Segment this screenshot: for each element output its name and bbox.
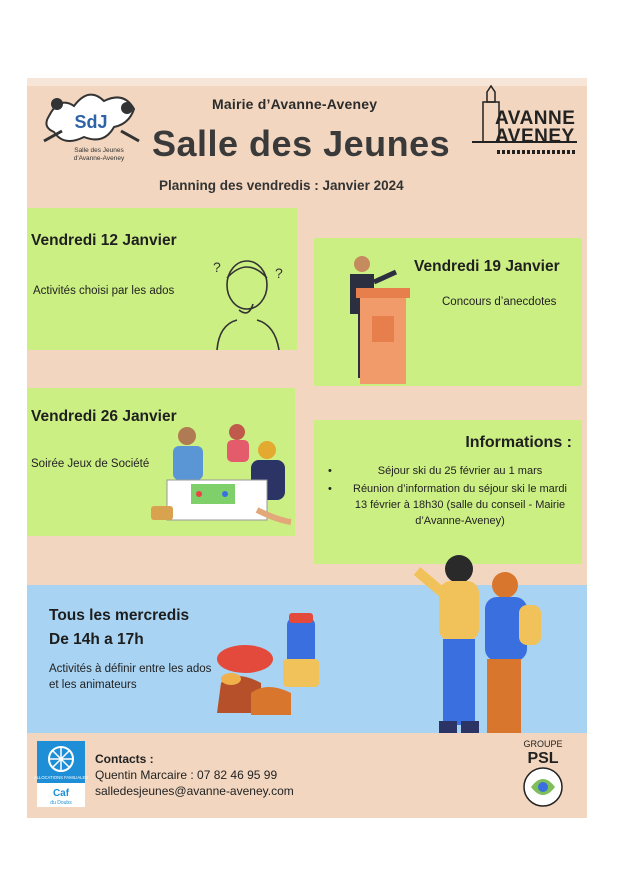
contact-name-phone: Quentin Marcaire : 07 82 46 95 99: [95, 768, 278, 782]
footer: [27, 733, 587, 818]
caf-caption-1: ALLOCATIONS FAMILIALES: [33, 775, 89, 780]
event-activity: Activités choisi par les ados: [33, 285, 175, 297]
sdj-mark: SdJ: [74, 112, 108, 132]
psl-logo: [513, 735, 573, 811]
board-game-people-icon: [147, 410, 295, 534]
event-card-26: [27, 388, 295, 536]
caf-snowflake-icon: [33, 741, 89, 807]
town-name-line1: AVANNE: [495, 108, 576, 129]
header-subtitle: Mairie d’Avanne-Aveney: [212, 96, 378, 112]
thinking-person-icon: [207, 250, 292, 350]
wednesday-hours: De 14h a 17h: [49, 631, 144, 648]
event-date: Vendredi 26 Janvier: [31, 408, 177, 425]
event-activity: Soirée Jeux de Société: [31, 458, 150, 470]
contacts-label: Contacts :: [95, 752, 154, 766]
town-logo: [467, 84, 582, 162]
informations-list: [328, 463, 574, 531]
list-item: • Réunion d’information du séjour ski le mardi 13 février à 18h30 (salle du conseil - Mairie d’Avanne-Aveney): [328, 481, 574, 529]
svg-text:?: ?: [275, 265, 283, 281]
svg-text:?: ?: [213, 259, 221, 275]
event-date: Vendredi 19 Janvier: [414, 258, 560, 275]
page-title: Salle des Jeunes: [152, 123, 451, 164]
wednesday-band: [27, 585, 587, 733]
event-card-12: [27, 208, 297, 350]
informations-title: Informations :: [465, 434, 572, 451]
wednesday-title: Tous les mercredis: [49, 607, 190, 624]
sdj-caption-2: d'Avanne-Aveney: [73, 155, 125, 162]
list-item: • Séjour ski du 25 février au 1 mars: [328, 463, 574, 479]
sdj-caption-1: Salle des Jeunes: [74, 147, 124, 154]
poster: [27, 78, 587, 818]
speaker-podium-icon: [336, 248, 416, 386]
informations-card: [314, 420, 582, 564]
caf-caption-3: du Doubs: [50, 800, 72, 806]
event-activity: Concours d’anecdotes: [442, 296, 557, 308]
psl-caption-1: GROUPE: [523, 739, 563, 749]
caf-caption-2: Caf: [52, 788, 70, 799]
contacts-block: [95, 751, 294, 799]
event-card-19: [314, 238, 582, 386]
event-date: Vendredi 12 Janvier: [31, 232, 177, 249]
hiking-gear-icon: [207, 613, 327, 725]
psl-caption-2: PSL: [527, 750, 559, 767]
town-name-line2: AVENEY: [495, 126, 575, 147]
caf-logo: [33, 741, 89, 807]
planning-heading: Planning des vendredis : Janvier 2024: [159, 178, 404, 193]
contact-email: salledesjeunes@avanne-aveney.com: [95, 784, 294, 798]
sdj-logo: [39, 86, 144, 166]
wednesday-description: Activités à définir entre les ados et les animateurs: [49, 663, 212, 691]
